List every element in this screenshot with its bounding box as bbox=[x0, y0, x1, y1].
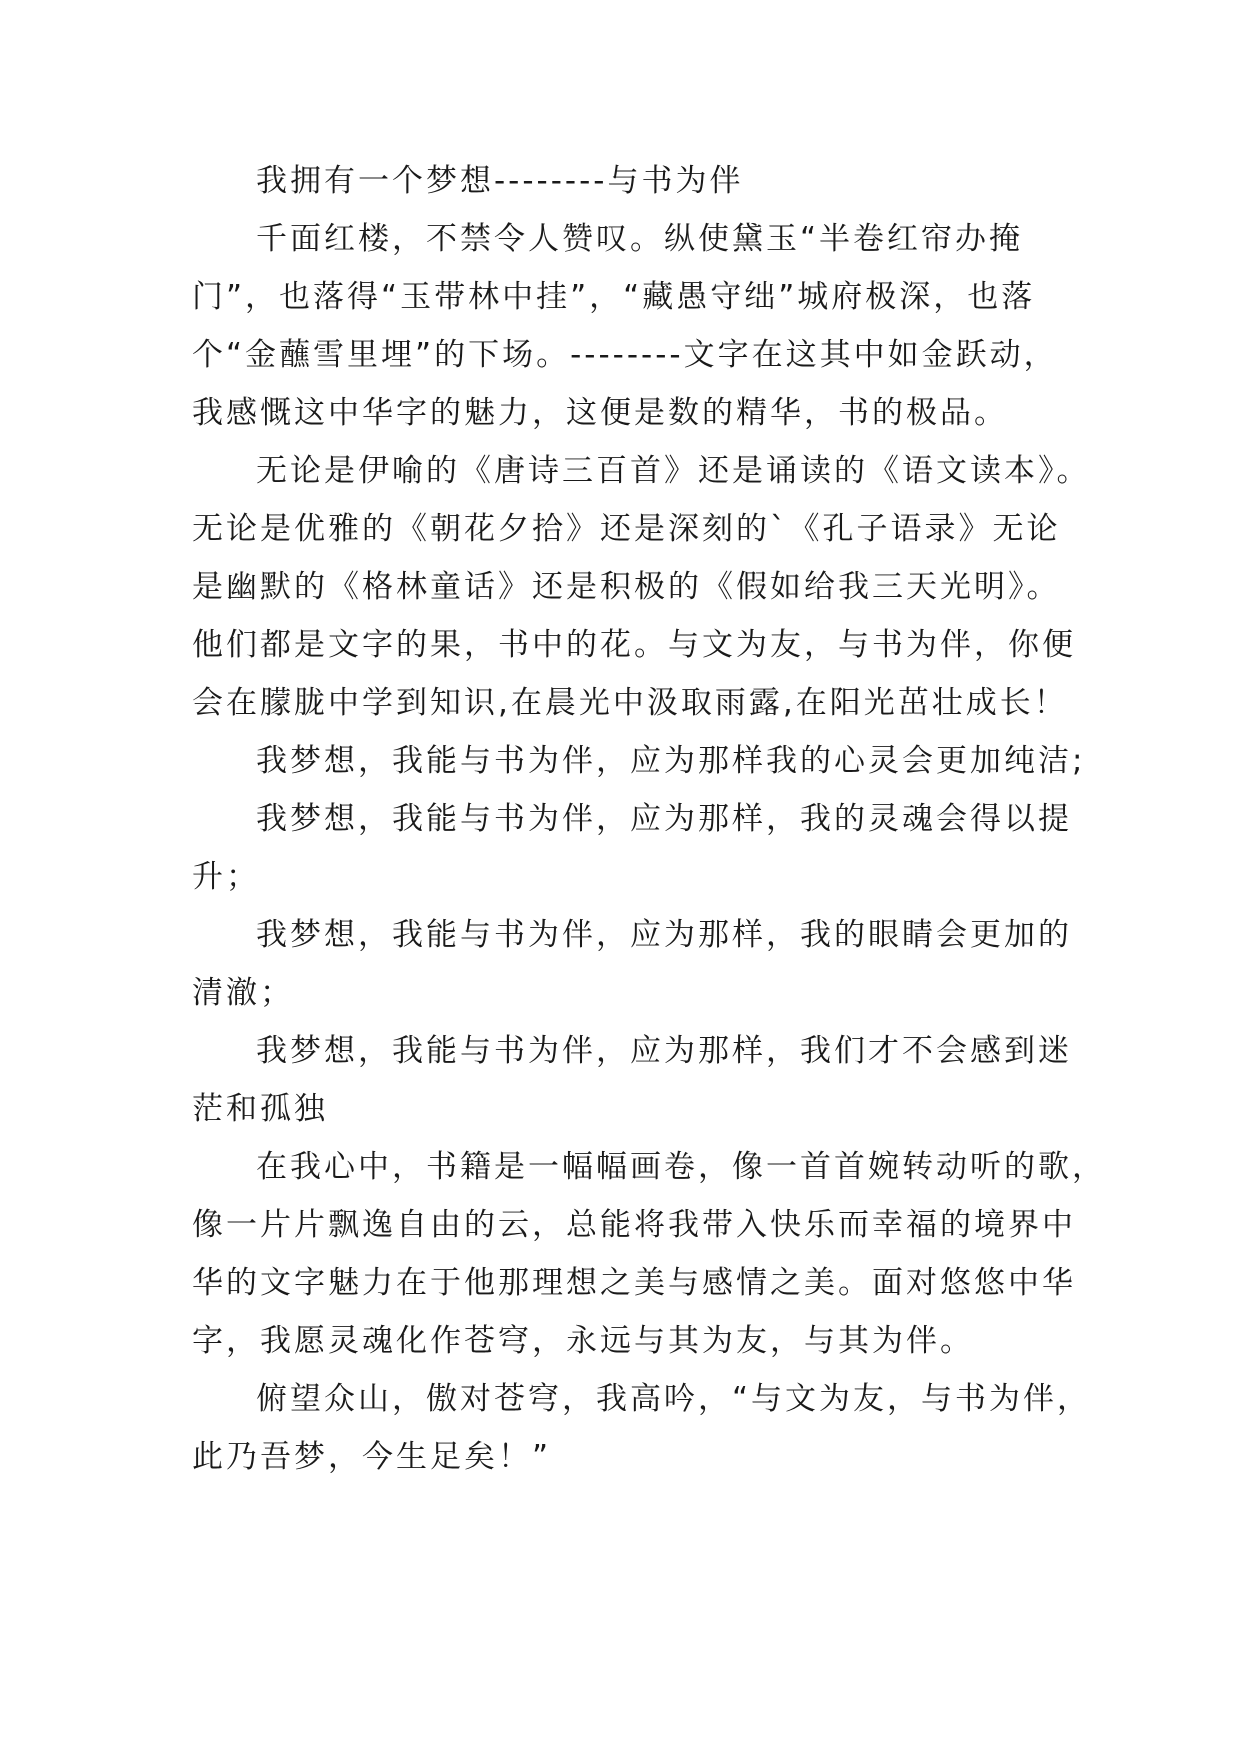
paragraph-line: 无论是优雅的《朝花夕拾》还是深刻的`《孔子语录》无论 bbox=[192, 511, 1061, 547]
paragraph-line: 我梦想，我能与书为伴，应为那样我的心灵会更加纯洁; bbox=[256, 743, 1086, 779]
paragraph-line: 在我心中，书籍是一幅幅画卷，像一首首婉转动听的歌， bbox=[256, 1149, 1106, 1185]
paragraph-line: 无论是伊喻的《唐诗三百首》还是诵读的《语文读本》。 bbox=[256, 453, 1091, 489]
paragraph-line: 门”，也落得“玉带林中挂”，“藏愚守绌”城府极深，也落 bbox=[192, 279, 1036, 315]
paragraph-line: 俯望众山，傲对苍穹，我高吟，“与文为友，与书为伴， bbox=[256, 1381, 1092, 1417]
paragraph-line: 千面红楼，不禁令人赞叹。纵使黛玉“半卷红帘办掩 bbox=[256, 221, 1024, 257]
paragraph-line: 我梦想，我能与书为伴，应为那样，我的眼睛会更加的 bbox=[256, 917, 1072, 953]
paragraph-line: 像一片片飘逸自由的云，总能将我带入快乐而幸福的境界中 bbox=[192, 1207, 1076, 1243]
paragraph-line: 会在朦胧中学到知识,在晨光中汲取雨露,在阳光茁壮成长！ bbox=[192, 685, 1068, 721]
paragraph-line: 是幽默的《格林童话》还是积极的《假如给我三天光明》。 bbox=[192, 569, 1061, 605]
paragraph-line: 茫和孤独 bbox=[192, 1091, 328, 1127]
paragraph-8 bbox=[192, 1370, 1092, 1486]
document-title: 我拥有一个梦想--------与书为伴 bbox=[256, 163, 744, 199]
paragraph-line: 他们都是文字的果，书中的花。与文为友，与书为伴，你便 bbox=[192, 627, 1076, 663]
paragraph-line: 清澈； bbox=[192, 975, 294, 1011]
paragraph-7 bbox=[192, 1138, 1106, 1370]
paragraph-6 bbox=[192, 1022, 1072, 1138]
paragraph-1 bbox=[192, 210, 1062, 442]
paragraph-3 bbox=[192, 732, 1086, 790]
paragraph-line: 字，我愿灵魂化作苍穹，永远与其为友，与其为伴。 bbox=[192, 1323, 974, 1359]
paragraph-5 bbox=[192, 906, 1072, 1022]
paragraph-line: 此乃吾梦，今生足矣！” bbox=[192, 1439, 552, 1475]
paragraph-line: 华的文字魅力在于他那理想之美与感情之美。面对悠悠中华 bbox=[192, 1265, 1076, 1301]
paragraph-line: 个“金蘸雪里埋”的下场。--------文字在这其中如金跃动， bbox=[192, 337, 1058, 373]
paragraph-line: 我感慨这中华字的魅力，这便是数的精华，书的极品。 bbox=[192, 395, 1008, 431]
paragraph-line: 我梦想，我能与书为伴，应为那样，我们才不会感到迷 bbox=[256, 1033, 1072, 1069]
paragraph-2 bbox=[192, 442, 1091, 732]
paragraph-4 bbox=[192, 790, 1072, 906]
paragraph-line: 我梦想，我能与书为伴，应为那样，我的灵魂会得以提 bbox=[256, 801, 1072, 837]
paragraph-line: 升； bbox=[192, 859, 260, 895]
document-body bbox=[192, 152, 1106, 1486]
